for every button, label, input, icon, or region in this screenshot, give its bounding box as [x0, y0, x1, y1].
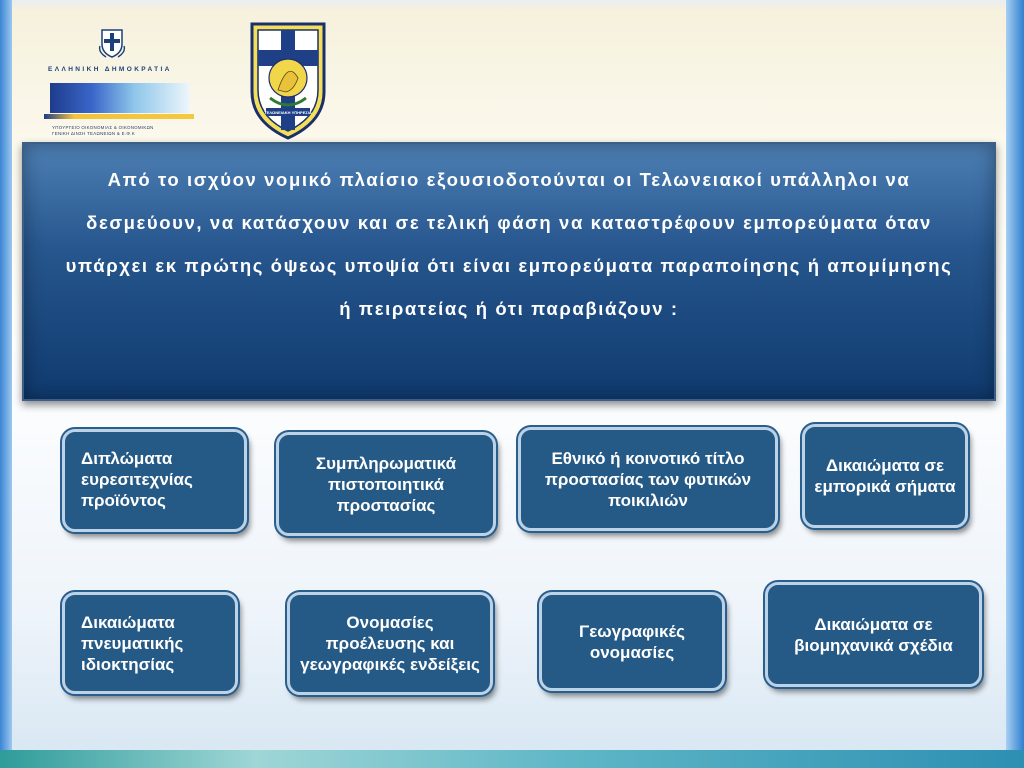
- category-label: Δικαιώματα πνευματικής ιδιοκτησίας: [81, 612, 184, 674]
- greek-emblem-icon: [98, 28, 126, 58]
- top-glow: [12, 0, 1006, 10]
- shield-text: ΤΕΛΩΝΕΙΑΚΗ ΥΠΗΡΕΣΙΑ: [264, 110, 312, 115]
- statement-text: Από το ισχύον νομικό πλαίσιο εξουσιοδοτούνται οι Τελωνειακοί υπάλληλοι να δεσμεύουν, να κατάσχουν και σε τελική φάση να καταστρέφουν εμπορεύματα όταν υπάρχει εκ πρώτης όψεως υποψία ότι είναι εμπορεύματα παραποίησης ή απομίμησης ή πειρατείας ή ότι παραβιάζουν :: [65, 169, 953, 319]
- bottom-band: [0, 750, 1024, 768]
- category-box-plant-varieties: [518, 427, 778, 531]
- ministry-line-1: ΥΠΟΥΡΓΕΙΟ ΟΙΚΟΝΟΜΙΑΣ & ΟΙΚΟΝΟΜΙΚΩΝ: [52, 125, 154, 130]
- greek-republic-logo: [40, 28, 190, 138]
- category-box-geographical-names: [539, 592, 725, 691]
- category-box-designations-of-origin: [287, 592, 493, 695]
- statement-panel: [22, 142, 996, 401]
- category-label: Ονομασίες προέλευσης και γεωγραφικές ενδείξεις: [300, 613, 480, 674]
- category-label: Γεωγραφικές ονομασίες: [579, 621, 685, 662]
- logo-blue-bar: [50, 83, 190, 113]
- category-box-industrial-designs: [765, 582, 982, 687]
- category-label: Συμπληρωματικά πιστοποιητικά προστασίας: [315, 453, 457, 515]
- customs-shield-icon: [248, 20, 328, 140]
- category-box-patents: [62, 429, 247, 532]
- category-box-supplementary-certificates: [276, 432, 496, 536]
- logo-yellow-bar: [44, 114, 194, 119]
- category-label: Δικαιώματα σε εμπορικά σήματα: [814, 456, 956, 496]
- ministry-line-2: ΓΕΝΙΚΗ ΔΙΝΣΗ ΤΕΛΩΝΕΙΩΝ & Ε.Φ.Κ: [52, 131, 135, 136]
- category-label: Διπλώματα ευρεσιτεχνίας προϊόντος: [81, 449, 193, 510]
- ministry-label: [52, 125, 192, 137]
- left-edge-stripe: [0, 0, 12, 768]
- category-box-copyright: [62, 592, 238, 694]
- category-label: Δικαιώματα σε βιομηχανικά σχέδια: [794, 614, 953, 655]
- right-edge-stripe: [1006, 0, 1024, 768]
- category-box-trademarks: [802, 424, 968, 528]
- republic-label: ΕΛΛΗΝΙΚΗ ΔΗΜΟΚΡΑΤΙΑ: [48, 66, 172, 73]
- category-label: Εθνικό ή κοινοτικό τίτλο προστασίας των φυτικών ποικιλιών: [544, 448, 752, 510]
